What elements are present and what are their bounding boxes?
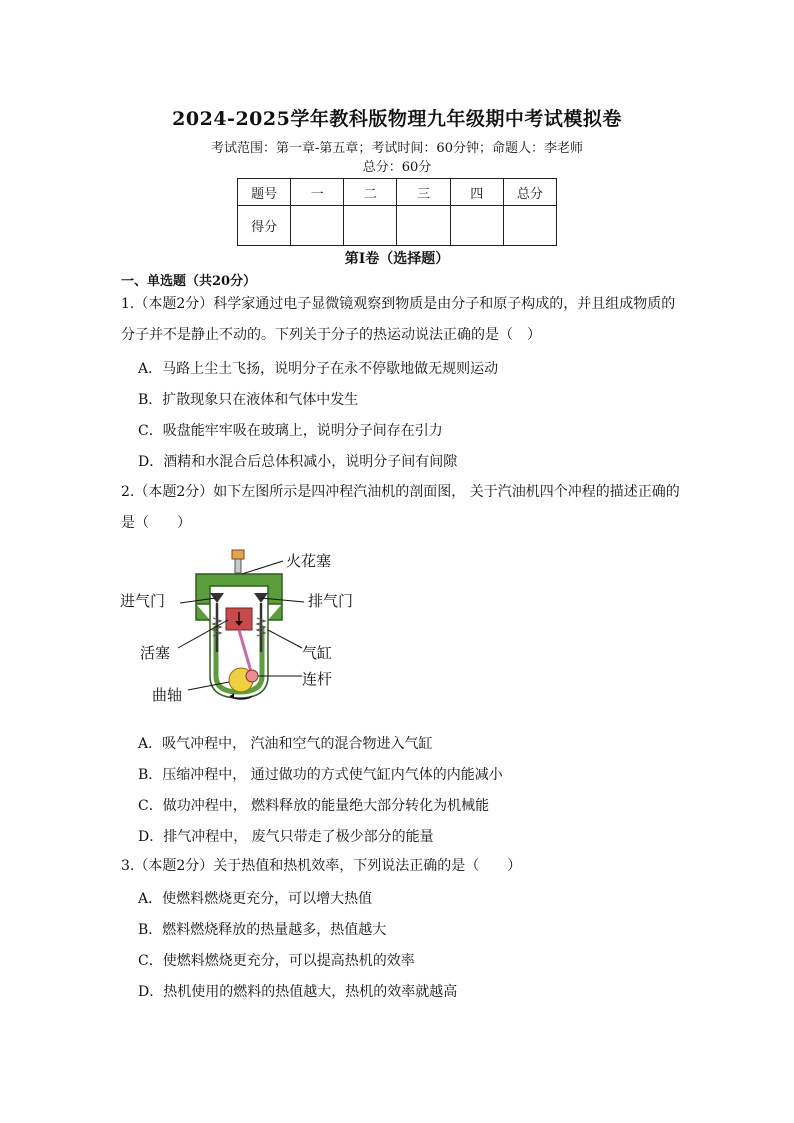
question-3-option-d: D．热机使用的燃料的热值越大，热机的效率就越高 <box>138 984 458 1000</box>
score-header-cell: 题号 <box>238 179 291 206</box>
score-row-label: 得分 <box>238 206 291 246</box>
label-crankshaft: 曲轴 <box>152 686 183 704</box>
question-1-option-c: C．吸盘能牢牢吸在玻璃上，说明分子间存在引力 <box>138 423 443 439</box>
leader-line <box>268 630 302 648</box>
question-3-stem: 3.（本题2分）关于热值和热机效率，下列说法正确的是（ ） <box>121 858 522 874</box>
question-2-option-d: D．排气冲程中， 废气只带走了极少部分的能量 <box>138 829 434 845</box>
total-score-line: 总分：60分 <box>362 160 432 175</box>
score-table <box>237 178 557 246</box>
score-table-score-row <box>238 206 557 246</box>
exam-meta <box>0 139 794 177</box>
question-2-option-c: C．做功冲程中， 燃料释放的能量绝大部分转化为机械能 <box>138 798 490 814</box>
score-table-header-row <box>238 179 557 206</box>
label-exhaust-valve: 排气门 <box>308 592 354 610</box>
section-title: 第Ⅰ卷（选择题） <box>344 251 450 267</box>
label-connecting-rod: 连杆 <box>302 670 333 688</box>
engine-cross-section-figure <box>118 548 368 708</box>
score-cell <box>450 206 503 246</box>
score-header-cell: 二 <box>344 179 397 206</box>
intake-valve <box>210 593 224 603</box>
score-cell <box>397 206 450 246</box>
score-cell <box>291 206 344 246</box>
label-piston: 活塞 <box>140 644 171 662</box>
part-title: 一、单选题（共20分） <box>121 274 257 289</box>
question-1-option-b: B．扩散现象只在液体和气体中发生 <box>138 392 359 408</box>
question-3-option-a: A．使燃料燃烧更充分，可以增大热值 <box>138 891 373 907</box>
spark-plug-body <box>235 559 241 573</box>
question-2-option-a: A．吸气冲程中， 汽油和空气的混合物进入气缸 <box>138 736 433 752</box>
score-header-cell: 四 <box>450 179 503 206</box>
question-3-option-b: B．燃料燃烧释放的热量越多，热值越大 <box>138 922 387 938</box>
cylinder-head <box>196 574 282 604</box>
question-1-stem: 1.（本题2分）科学家通过电子显微镜观察到物质是由分子和原子构成的，并且组成物质的分子并不是静止不动的。下列关于分子的热运动说法正确的是（ ） <box>121 296 676 343</box>
score-header-cell: 一 <box>291 179 344 206</box>
label-intake-valve: 进气门 <box>120 592 166 610</box>
score-cell <box>503 206 556 246</box>
crank-pin <box>246 670 258 682</box>
label-spark-plug: 火花塞 <box>286 552 332 570</box>
question-2-stem: 2.（本题2分）如下左图所示是四冲程汽油机的剖面图， 关于汽油机四个冲程的描述正确的是（ ） <box>121 484 680 531</box>
spark-plug-cap <box>232 550 244 559</box>
question-2-option-b: B．压缩冲程中， 通过做功的方式使气缸内气体的内能减小 <box>138 767 503 783</box>
exam-scope-line: 考试范围：第一章-第五章；考试时间：60分钟；命题人：李老师 <box>211 141 583 156</box>
score-cell <box>344 206 397 246</box>
question-1-option-a: A．马路上尘土飞扬，说明分子在永不停歇地做无规则运动 <box>138 361 499 377</box>
exam-title: 2024-2025学年教科版物理九年级期中考试模拟卷 <box>172 108 622 130</box>
score-header-cell: 总分 <box>503 179 556 206</box>
leader-line <box>242 561 283 574</box>
score-header-cell: 三 <box>397 179 450 206</box>
question-1-option-d: D．酒精和水混合后总体积减小，说明分子间有间隙 <box>138 454 458 470</box>
question-3-option-c: C．使燃料燃烧更充分，可以提高热机的效率 <box>138 953 415 969</box>
label-cylinder: 气缸 <box>302 644 333 662</box>
